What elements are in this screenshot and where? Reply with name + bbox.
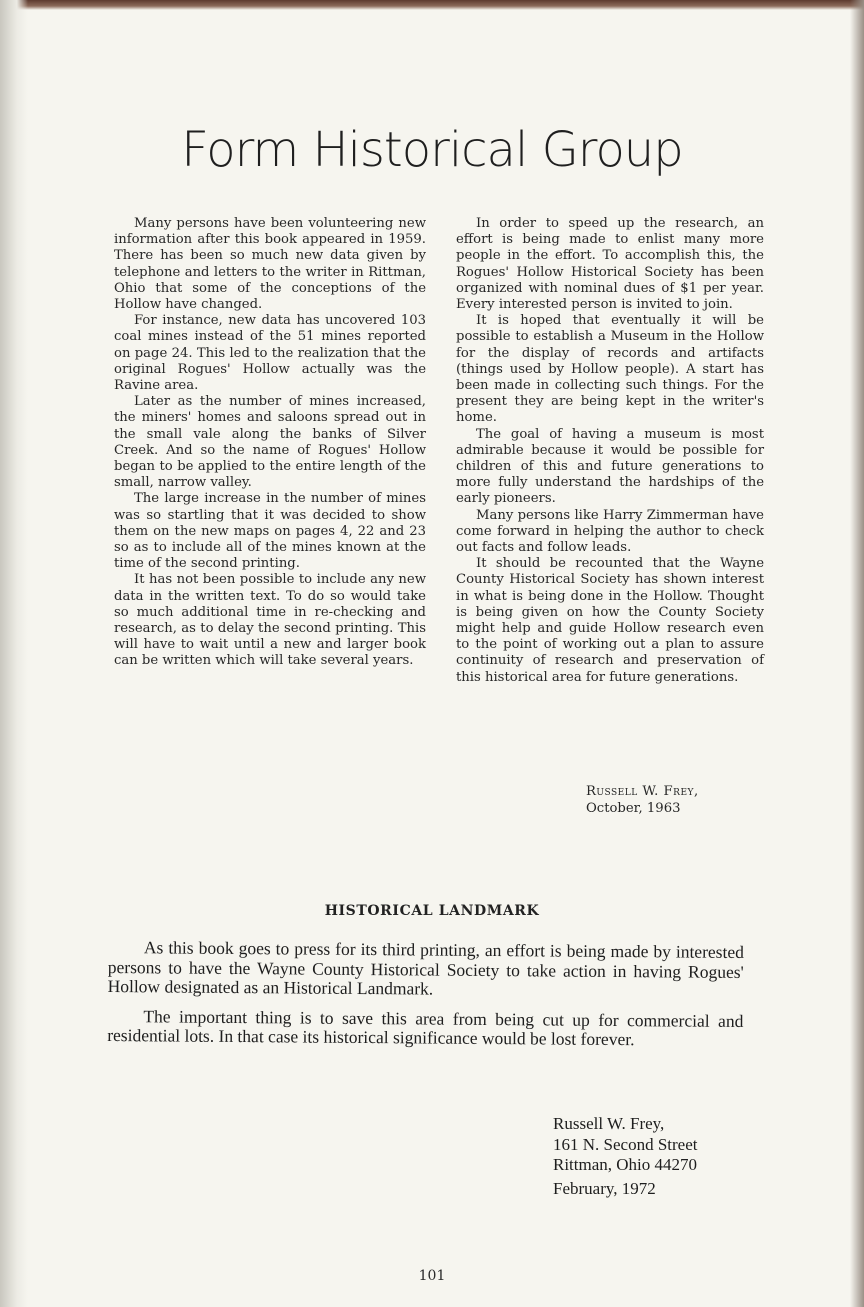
- paragraph: The important thing is to save this area from being cut up for commercial and residential lots. In that case its historical significance would be lost forever.: [107, 1005, 744, 1050]
- paragraph: Later as the number of mines increased, the miners' homes and saloons spread out in the small vale along the banks of Silver Creek. And so the name of Rogues' Hollow began to be applied to the entire length of the small, narrow valley.: [114, 394, 426, 491]
- signature-date: October, 1963: [586, 800, 681, 816]
- page-right-edge: [850, 0, 864, 1307]
- page-top-edge: [0, 0, 864, 10]
- page-gutter-shadow: [0, 0, 28, 1307]
- paragraph: As this book goes to press for its third printing, an effort is being made by interested persons to have the Wayne County Historical Society to take action in having Rogues' Hollow designated as an Historical Landmark.: [107, 937, 744, 999]
- article-signature: [586, 784, 699, 817]
- paragraph: It is hoped that eventually it will be possible to establish a Museum in the Hollow for the display of records and artifacts (things used by Hollow people). A start has been made in collecting such things. For the present they are being kept in the writer's home.: [456, 313, 764, 426]
- left-column: [114, 216, 426, 670]
- paragraph: The large increase in the number of mines was so startling that it was decided to show them on the new maps on pages 4, 22 and 23 so as to include all of the mines known at the time of the second printing.: [114, 491, 426, 572]
- paragraph: Many persons like Harry Zimmerman have come forward in helping the author to check out facts and follow leads.: [456, 507, 764, 556]
- landmark-signature: [553, 1114, 697, 1200]
- article-title: Form Historical Group: [181, 122, 683, 178]
- paragraph: In order to speed up the research, an effort is being made to enlist many more people in the effort. To accomplish this, the Rogues' Hollow Historical Society has been organized with nominal dues of $1 per year. Every interested person is invited to join.: [456, 216, 764, 313]
- paragraph: Many persons have been volunteering new information after this book appeared in 1959. There has been so much new data given by telephone and letters to the writer in Rittman, Ohio that some of the conceptions of the Hollow have changed.: [114, 216, 426, 313]
- paragraph: For instance, new data has uncovered 103 coal mines instead of the 51 mines reported on page 24. This led to the realization that the original Rogues' Hollow actually was the Ravine area.: [114, 313, 426, 394]
- signature-city: Rittman, Ohio 44270: [553, 1155, 698, 1174]
- paragraph: The goal of having a museum is most admirable because it would be possible for children of this and future generations to more fully understand the hardships of the early pioneers.: [456, 426, 764, 507]
- signature-name: Russell W. Frey,: [553, 1114, 665, 1133]
- landmark-section: [107, 938, 744, 1060]
- page-number: 101: [418, 1268, 446, 1284]
- signature-name: Russell W. Frey,: [586, 784, 699, 799]
- right-column: [456, 216, 764, 686]
- signature-date: February, 1972: [553, 1179, 656, 1198]
- signature-street: 161 N. Second Street: [553, 1134, 698, 1154]
- paragraph: It has not been possible to include any new data in the written text. To do so would take so much additional time in re-checking and research, as to delay the second printing. This will have to wait until a new and larger book can be written which will take several years.: [114, 572, 426, 669]
- paragraph: It should be recounted that the Wayne County Historical Society has shown interest in what is being done in the Hollow. Thought is being given on how the County Society might help and guide Hollow research even to the point of working out a plan to assure continuity of research and preservation of this historical area for future generations.: [456, 556, 764, 685]
- landmark-heading: HISTORICAL LANDMARK: [324, 903, 540, 919]
